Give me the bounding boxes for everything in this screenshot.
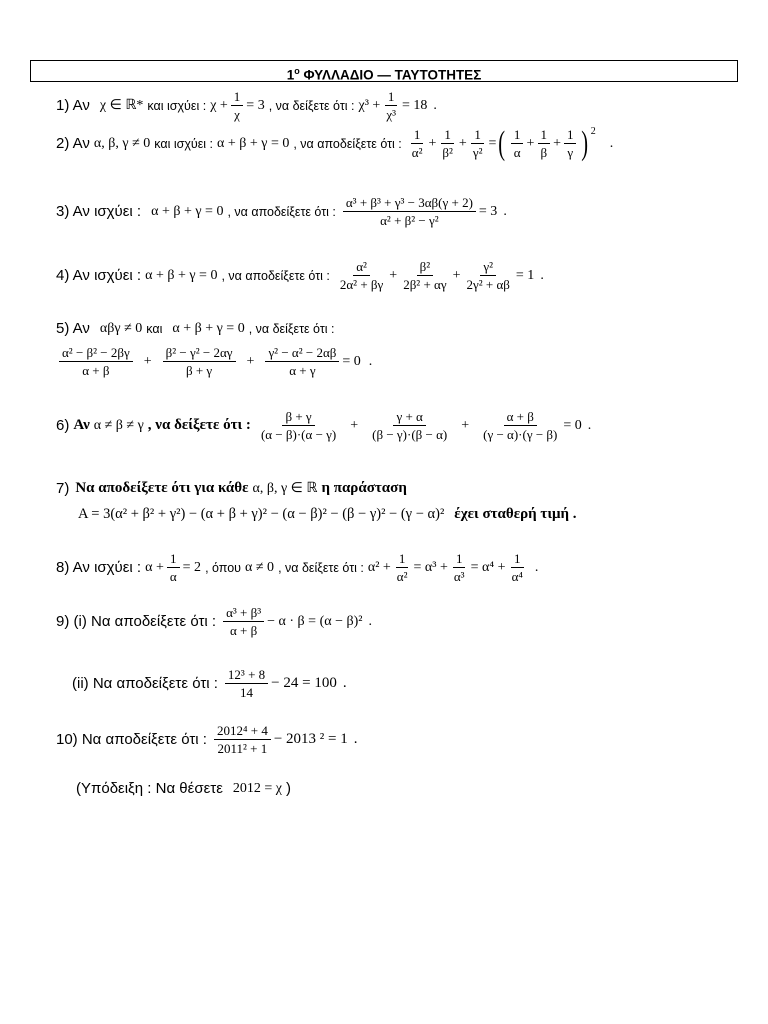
math-text: − 24 = 100 xyxy=(271,675,337,691)
right-paren: ) xyxy=(581,124,589,162)
numerator: γ² xyxy=(480,258,496,276)
denominator: α xyxy=(513,145,521,160)
numerator: 1 xyxy=(231,88,244,106)
fraction xyxy=(59,344,133,379)
math-text: = 0 xyxy=(563,417,582,433)
title-superscript: ο xyxy=(294,66,300,76)
problem-5-condition: αβγ ≠ 0 xyxy=(99,320,143,336)
period: . xyxy=(540,267,544,283)
problem-4-given: α + β + γ = 0 xyxy=(145,267,218,283)
fraction xyxy=(369,408,450,443)
numerator: 12³ + 8 xyxy=(225,666,268,684)
problem-6-condition: α ≠ β ≠ γ xyxy=(93,417,144,433)
problem-2-given: α + β + γ = 0 xyxy=(217,135,290,151)
denominator: β² xyxy=(442,145,453,160)
math-text: = 18 xyxy=(401,97,428,113)
numerator: α³ + β³ + γ³ − 3αβ(γ + 2) xyxy=(343,194,476,212)
math-text: α² + xyxy=(367,559,391,575)
problem-5-and: και xyxy=(146,321,163,336)
problem-3 xyxy=(56,194,511,229)
title-number: 1 xyxy=(286,67,295,83)
numerator: 1 xyxy=(511,126,524,144)
problem-2-condition: α, β, γ ≠ 0 xyxy=(93,135,151,151)
fraction xyxy=(464,258,513,293)
numerator: γ + α xyxy=(393,408,425,426)
problem-8-show: , να δείξετε ότι : xyxy=(278,560,364,575)
denominator: α² + β² − γ² xyxy=(380,213,439,228)
period: . xyxy=(609,135,614,151)
problem-5 xyxy=(56,320,335,337)
math-text: = α⁴ + xyxy=(470,559,506,575)
numerator: 1 xyxy=(511,550,524,568)
problem-7-text: Να αποδείξετε ότι για κάθε xyxy=(75,480,249,496)
numerator: 1 xyxy=(471,126,484,144)
math-text: − 2013 ² = 1 xyxy=(273,731,348,747)
fraction xyxy=(394,550,411,585)
problem-8-given xyxy=(145,550,201,585)
problem-6-result: $\frac{\beta + \gamma}{(\alpha - \beta)\cdot(\alpha - \gamma)}$ + $\frac{\gamma + \alpha}{(\beta - \gamma)\cdot(\beta - \alpha)}$ + $\frac{\alpha + \beta}{(\gamma - \alpha)\cdot(\gamma - \beta)}$ = 0 . xyxy=(255,408,591,443)
fraction xyxy=(439,126,456,161)
numerator: 1 xyxy=(564,126,577,144)
problem-4-result: $\frac{\text{α²}}{\text{2α² + βγ}}$ + $\frac{\text{β²}}{\text{2β² + αγ}}$ + $\frac{\text{γ²}}{\text{2γ² + αβ}}$ = 1 . xyxy=(334,258,544,293)
denominator: α xyxy=(169,569,177,584)
numerator: β² − γ² − 2αγ xyxy=(163,344,236,362)
math-text: χ³ + xyxy=(358,97,381,113)
problem-5-expression: $\frac{\text{α² − β² − 2βγ}}{\alpha + \beta}$ + $\frac{\text{β² − γ² − 2αγ}}{\beta + \gamma}$ + $\frac{\text{γ² − α² − 2αβ}}{\alpha + \gamma}$ = 0 . xyxy=(56,344,372,379)
problem-1 xyxy=(56,88,441,123)
problem-6-label: 6) xyxy=(56,417,70,434)
numerator: γ² − α² − 2αβ xyxy=(265,344,339,362)
hint-equation: 2012 = χ xyxy=(232,780,282,796)
problem-6 xyxy=(56,408,595,443)
denominator: (α − β)·(α − γ) xyxy=(260,427,337,442)
denominator: α² xyxy=(396,569,408,584)
problem-3-label: 3) Αν ισχύει : xyxy=(56,203,142,220)
fraction xyxy=(214,722,271,757)
numerator: α³ + β³ xyxy=(223,604,264,622)
fraction xyxy=(400,258,449,293)
math-text: α + xyxy=(145,559,164,575)
problem-4-show: , να αποδείξετε ότι : xyxy=(221,268,330,283)
problem-1-given xyxy=(210,88,265,123)
denominator: 2β² + αγ xyxy=(403,277,447,292)
math-text: = 0 xyxy=(342,353,361,369)
problem-1-and: και ισχύει : xyxy=(147,98,207,113)
math-text: = 3 xyxy=(478,203,498,219)
denominator: γ² xyxy=(472,145,483,160)
period: . xyxy=(368,353,373,369)
problem-9-i-result xyxy=(220,604,372,639)
denominator: (γ − α)·(γ − β) xyxy=(483,427,558,442)
problem-7-expression-line xyxy=(74,506,577,523)
denominator: 2011² + 1 xyxy=(217,741,268,756)
problem-7 xyxy=(56,480,407,497)
left-paren: ( xyxy=(498,124,506,162)
denominator: α + γ xyxy=(289,363,316,378)
math-text: = α³ + xyxy=(413,559,448,575)
fraction xyxy=(409,126,426,161)
worksheet-title xyxy=(30,60,738,82)
math-text: = 2 xyxy=(182,559,202,575)
problem-8 xyxy=(56,550,542,585)
numerator: α² xyxy=(353,258,370,276)
problem-7-expression: A = 3(α² + β² + γ²) − (α + β + γ)² − (α − β)² − (β − γ)² − (γ − α)² xyxy=(78,506,445,522)
problem-10 xyxy=(56,722,362,757)
problem-8-condition: α ≠ 0 xyxy=(245,559,275,575)
denominator: 2α² + βγ xyxy=(339,277,384,292)
numerator: β + γ xyxy=(282,408,314,426)
numerator: 1 xyxy=(441,126,454,144)
problem-5-given: α + β + γ = 0 xyxy=(172,320,245,336)
problem-2-and: και ισχύει : xyxy=(154,136,214,151)
fraction xyxy=(564,126,577,161)
numerator: 1 xyxy=(396,550,409,568)
problem-2-label: 2) Αν xyxy=(56,135,90,152)
problem-1-label: 1) Αν xyxy=(56,97,90,114)
hint-close: ) xyxy=(286,780,291,797)
numerator: 1 xyxy=(385,88,398,106)
fraction xyxy=(343,194,476,229)
fraction xyxy=(480,408,560,443)
fraction xyxy=(509,550,526,585)
problem-3-show: , να αποδείξετε ότι : xyxy=(227,204,336,219)
denominator: χ³ xyxy=(386,107,396,122)
denominator: χ xyxy=(234,107,240,122)
denominator: α³ xyxy=(453,569,465,584)
numerator: 1 xyxy=(453,550,466,568)
hint xyxy=(76,780,291,797)
problem-3-given: α + β + γ = 0 xyxy=(151,203,224,219)
problem-5-result xyxy=(52,344,376,379)
fraction xyxy=(537,126,550,161)
problem-3-result xyxy=(340,194,507,229)
problem-4-label: 4) Αν ισχύει : xyxy=(56,267,142,284)
problem-10-result xyxy=(211,722,358,757)
problem-1-condition: χ ∈ ℝ* xyxy=(99,98,144,113)
problem-1-result xyxy=(359,88,437,123)
problem-8-label: 8) Αν ισχύει : xyxy=(56,559,142,576)
math-text: χ + xyxy=(210,97,228,113)
denominator: 14 xyxy=(240,685,254,700)
math-text: = 1 xyxy=(515,267,535,283)
fraction xyxy=(231,88,244,123)
problem-7-condition: α, β, γ ∈ ℝ xyxy=(252,481,318,496)
denominator: α + β xyxy=(229,623,258,638)
problem-5-show: , να δείξετε ότι : xyxy=(248,321,335,336)
fraction xyxy=(470,126,486,161)
fraction xyxy=(337,258,386,293)
denominator: α² xyxy=(411,145,423,160)
denominator: 2γ² + αβ xyxy=(466,277,510,292)
problem-9-i-label: 9) (i) Να αποδείξετε ότι : xyxy=(56,613,217,630)
numerator: 1 xyxy=(167,550,180,568)
exponent: 2 xyxy=(590,126,596,137)
problem-8-where: , όπου xyxy=(205,560,242,575)
period: . xyxy=(503,203,507,219)
numerator: 1 xyxy=(411,126,424,144)
denominator: γ xyxy=(567,145,574,160)
problem-10-label: 10) Να αποδείξετε ότι : xyxy=(56,731,207,748)
numerator: β² xyxy=(417,258,434,276)
fraction xyxy=(225,666,268,701)
period: . xyxy=(353,731,358,747)
fraction xyxy=(383,88,399,123)
fraction xyxy=(258,408,339,443)
problem-7-label: 7) xyxy=(56,480,70,497)
math-text: = 3 xyxy=(246,97,265,113)
hint-open: (Υπόδειξη : Να θέσετε xyxy=(76,780,223,797)
title-text: ΦΥΛΛΑΔΙΟ — ΤΑΥΤΟΤΗΤΕΣ xyxy=(299,67,482,83)
numerator: α² − β² − 2βγ xyxy=(59,344,133,362)
numerator: 2012⁴ + 4 xyxy=(214,722,271,740)
problem-8-result xyxy=(368,550,539,585)
denominator: β + γ xyxy=(185,363,213,378)
fraction xyxy=(223,604,264,639)
problem-9-ii-label: (ii) Να αποδείξετε ότι : xyxy=(72,675,218,692)
problem-6-intro: Αν xyxy=(73,417,90,433)
fraction xyxy=(451,550,468,585)
fraction xyxy=(163,344,236,379)
fraction xyxy=(167,550,180,585)
problem-2-result: $\frac{1}{\text{α²}}$ + $\frac{1}{\text{β²}}$ + $\frac{1}{\text{γ²}}$ = ( $\frac{1}{\alpha}$ + $\frac{1}{\beta}$ + $\frac{1}{\gamma}$ ) $^2$ . xyxy=(406,126,614,161)
fraction xyxy=(511,126,524,161)
math-text: − α · β = (α − β)² xyxy=(267,613,363,629)
problem-9-i xyxy=(56,604,376,639)
denominator: β xyxy=(540,145,548,160)
period: . xyxy=(534,559,539,575)
problem-9-ii xyxy=(72,666,351,701)
numerator: α + β xyxy=(504,408,537,426)
problem-7-conclusion: έχει σταθερή τιμή . xyxy=(454,506,577,522)
fraction xyxy=(265,344,339,379)
problem-1-show: , να δείξετε ότι : xyxy=(268,98,355,113)
numerator: 1 xyxy=(538,126,551,144)
period: . xyxy=(342,675,347,691)
problem-2 xyxy=(56,126,617,161)
period: . xyxy=(368,613,372,629)
problem-5-label: 5) Αν xyxy=(56,320,90,337)
problem-7-text-2: η παράσταση xyxy=(321,480,407,496)
period: . xyxy=(587,417,592,433)
problem-2-show: , να αποδείξετε ότι : xyxy=(293,136,402,151)
denominator: α⁴ xyxy=(511,569,523,584)
problem-9-ii-result xyxy=(222,666,347,701)
problem-4 xyxy=(56,258,548,293)
denominator: (β − γ)·(β − α) xyxy=(372,427,448,442)
period: . xyxy=(433,97,437,113)
denominator: α + β xyxy=(82,363,110,378)
problem-6-show: , να δείξετε ότι : xyxy=(147,417,251,433)
